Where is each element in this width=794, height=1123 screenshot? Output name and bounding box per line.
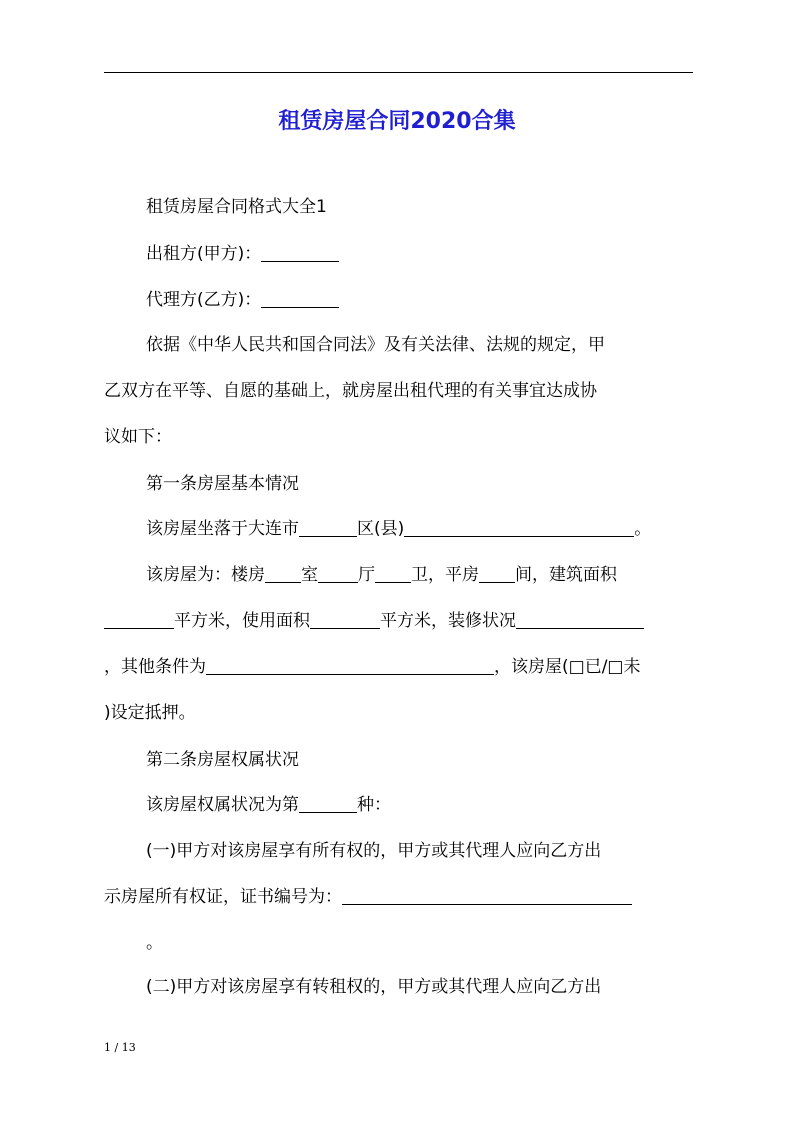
location-line bbox=[146, 517, 693, 541]
header-rule bbox=[104, 72, 693, 73]
hall-count-blank[interactable] bbox=[318, 564, 358, 583]
location-end: 。 bbox=[634, 519, 652, 539]
lessor-label: 出租方(甲方)： bbox=[146, 244, 262, 264]
article-1-title: 第一条房屋基本情况 bbox=[146, 474, 299, 494]
mortgage-line: )设定抵押。 bbox=[104, 703, 196, 723]
agent-label: 代理方(乙方)： bbox=[146, 290, 262, 310]
usable-area-blank[interactable] bbox=[310, 610, 380, 629]
location-district-label: 区(县) bbox=[357, 519, 405, 539]
hall-label: 厅 bbox=[358, 565, 375, 585]
ownership-line bbox=[146, 793, 693, 817]
lessor-blank[interactable] bbox=[261, 243, 339, 262]
agent-blank[interactable] bbox=[261, 289, 339, 308]
intro-line-3: 议如下： bbox=[104, 427, 172, 447]
unit-label: 间，建筑面积 bbox=[515, 565, 617, 585]
ownership-prefix: 该房屋权属状况为第 bbox=[146, 795, 299, 815]
section-title: 租赁房屋合同格式大全1 bbox=[146, 197, 327, 217]
certificate-number-blank[interactable] bbox=[342, 886, 632, 905]
address-blank[interactable] bbox=[404, 518, 634, 537]
article-2-title: 第二条房屋权属状况 bbox=[146, 750, 299, 770]
page-indicator: 1 / 13 bbox=[104, 1041, 136, 1054]
other-conditions-blank[interactable] bbox=[206, 656, 494, 675]
decoration-label: 平方米，装修状况 bbox=[380, 611, 516, 631]
intro-line-1: 依据《中华人民共和国合同法》及有关法律、法规的规定，甲 bbox=[146, 335, 605, 355]
district-blank[interactable] bbox=[299, 518, 357, 537]
house-type-line bbox=[146, 563, 693, 587]
bath-count-blank[interactable] bbox=[375, 564, 411, 583]
other-conditions-line bbox=[104, 655, 693, 679]
area-line bbox=[104, 609, 693, 633]
building-area-blank[interactable] bbox=[104, 610, 174, 629]
usable-area-label: 平方米，使用面积 bbox=[174, 611, 310, 631]
clause-1-line-1: (一)甲方对该房屋享有所有权的，甲方或其代理人应向乙方出 bbox=[146, 841, 602, 861]
certificate-label: 示房屋所有权证，证书编号为： bbox=[104, 887, 342, 907]
intro-line-2: 乙双方在平等、自愿的基础上，就房屋出租代理的有关事宜达成协 bbox=[104, 381, 597, 401]
other-suffix: ，该房屋(□已/□未 bbox=[494, 657, 641, 677]
ownership-type-blank[interactable] bbox=[299, 794, 357, 813]
house-type-prefix: 该房屋为：楼房 bbox=[146, 565, 265, 585]
document-title: 租赁房屋合同2020合集 bbox=[278, 109, 516, 134]
bath-label: 卫，平房 bbox=[411, 565, 479, 585]
lessor-line bbox=[146, 242, 693, 266]
clause-1-end: 。 bbox=[146, 933, 163, 953]
clause-1-line-2 bbox=[104, 885, 693, 909]
bungalow-count-blank[interactable] bbox=[479, 564, 515, 583]
decoration-blank[interactable] bbox=[516, 610, 644, 629]
room-label: 室 bbox=[301, 565, 318, 585]
agent-line bbox=[146, 288, 693, 312]
other-prefix: ，其他条件为 bbox=[104, 657, 206, 677]
room-count-blank[interactable] bbox=[265, 564, 301, 583]
location-prefix: 该房屋坐落于大连市 bbox=[146, 519, 299, 539]
clause-2-line-1: (二)甲方对该房屋享有转租权的，甲方或其代理人应向乙方出 bbox=[146, 977, 602, 997]
ownership-suffix: 种： bbox=[357, 795, 391, 815]
